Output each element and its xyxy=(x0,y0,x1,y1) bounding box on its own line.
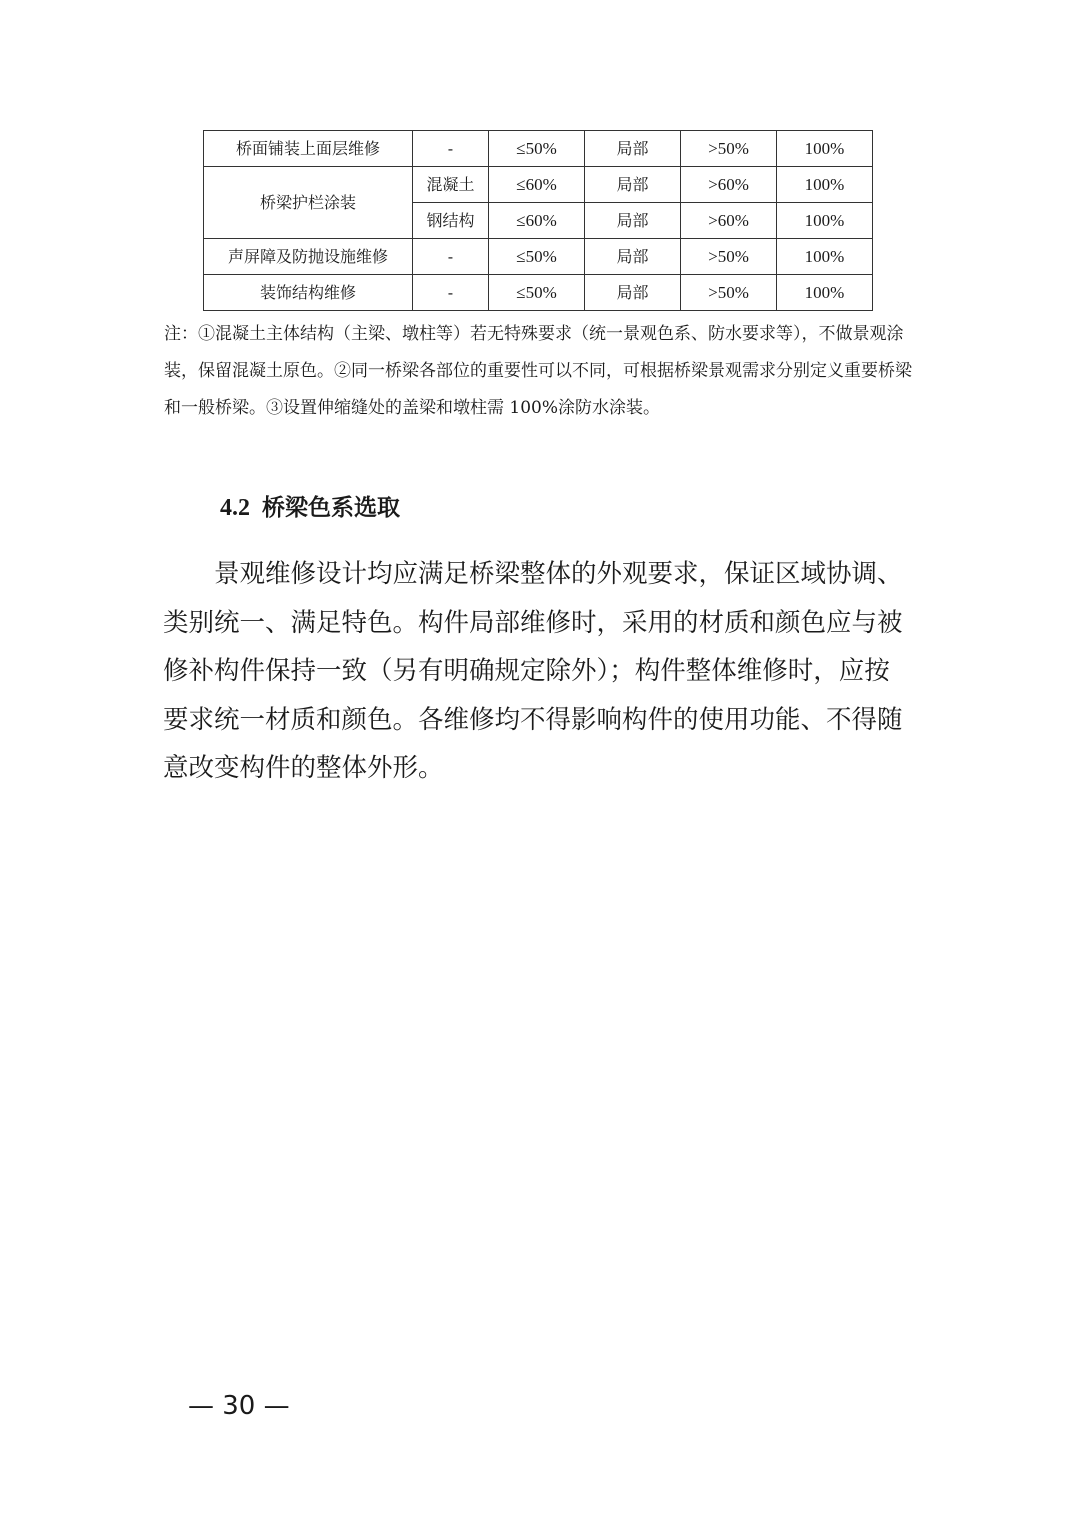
table-cell: ≤50% xyxy=(489,239,585,275)
table-row xyxy=(204,167,873,203)
section-number: 4.2 xyxy=(220,495,250,521)
table-cell-sub: 钢结构 xyxy=(413,203,489,239)
table-cell-item: 装饰结构维修 xyxy=(204,275,413,311)
table-cell: >60% xyxy=(681,203,777,239)
table-note: 注：①混凝土主体结构（主梁、墩柱等）若无特殊要求（统一景观色系、防水要求等），不做景观涂装，保留混凝土原色。②同一桥梁各部位的重要性可以不同，可根据桥梁景观需求分别定义重要桥梁和一般桥梁。③设置伸缩缝处的盖梁和墩柱需 100%涂防水涂装。 xyxy=(164,324,912,418)
table-cell: ≤50% xyxy=(489,131,585,167)
section-heading xyxy=(220,488,400,528)
table-cell: ≤60% xyxy=(489,203,585,239)
table-cell: 100% xyxy=(777,167,873,203)
body-paragraph: 景观维修设计均应满足桥梁整体的外观要求，保证区域协调、类别统一、满足特色。构件局部维修时，采用的材质和颜色应与被修补构件保持一致（另有明确规定除外）；构件整体维修时，应按要求统一材质和颜色。各维修均不得影响构件的使用功能、不得随意改变构件的整体外形。 xyxy=(163,559,903,783)
table-cell: 局部 xyxy=(585,167,681,203)
table-cell: 100% xyxy=(777,203,873,239)
table-cell: ≤60% xyxy=(489,167,585,203)
table-cell-item: 桥面铺装上面层维修 xyxy=(204,131,413,167)
table-cell: >50% xyxy=(681,275,777,311)
table-cell: >50% xyxy=(681,239,777,275)
section-title: 桥梁色系选取 xyxy=(262,494,400,521)
table-row xyxy=(204,275,873,311)
table-cell: >50% xyxy=(681,131,777,167)
table-cell: ≤50% xyxy=(489,275,585,311)
table-cell-sub: - xyxy=(413,275,489,311)
table-cell-sub: - xyxy=(413,239,489,275)
table-cell-item: 声屏障及防抛设施维修 xyxy=(204,239,413,275)
table-cell: 100% xyxy=(777,131,873,167)
table-cell: 局部 xyxy=(585,275,681,311)
table-row xyxy=(204,131,873,167)
table-cell-item: 桥梁护栏涂装 xyxy=(204,167,413,239)
table-cell: 100% xyxy=(777,239,873,275)
table-cell: 局部 xyxy=(585,239,681,275)
table-cell: 100% xyxy=(777,275,873,311)
table-cell: 局部 xyxy=(585,131,681,167)
table-cell: 局部 xyxy=(585,203,681,239)
maintenance-table xyxy=(203,130,873,311)
table-row xyxy=(204,239,873,275)
table-cell-sub: - xyxy=(413,131,489,167)
table-cell-sub: 混凝土 xyxy=(413,167,489,203)
page-number: — 30 — xyxy=(188,1391,290,1421)
table-cell: >60% xyxy=(681,167,777,203)
